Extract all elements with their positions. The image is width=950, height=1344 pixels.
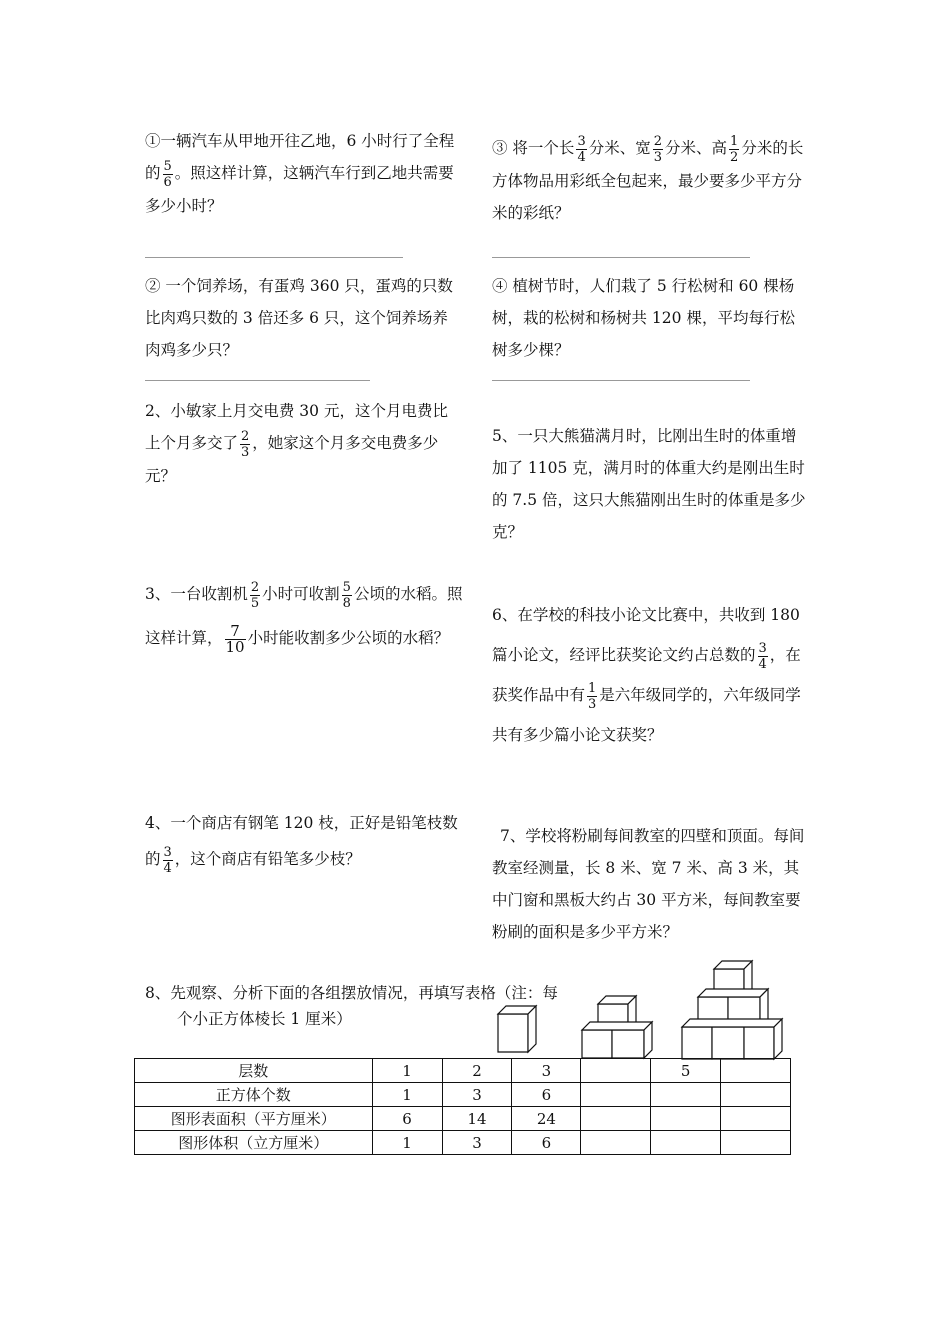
problem-text: 分米的长方体物品用彩纸全包起来，最少要多少平方分米的彩纸？ [492, 139, 804, 222]
problem-text: 小时能收割多少公顷的水稻？ [247, 629, 450, 647]
problem-text: ，这个商店有铅笔多少枝？ [174, 850, 361, 868]
problem-text: 是六年级同学的，六年级同学共有多少篇小论文获奖？ [492, 686, 801, 744]
table-cell[interactable] [651, 1131, 721, 1155]
table-cell[interactable] [721, 1059, 791, 1083]
problem-text: 3、一台收割机 [145, 585, 248, 603]
table-cell: 6 [372, 1107, 442, 1131]
problem-text: 小时可收割 [262, 585, 340, 603]
problem-text: 5、一只大熊猫满月时，比刚出生时的体重增加了 1105 克，满月时的体重大约是刚出生时的 7.5 倍，这只大熊猫刚出生时的体重是多少克？ [492, 427, 806, 541]
cube-data-table [134, 1058, 791, 1155]
table-cell[interactable] [721, 1107, 791, 1131]
problem-text: 个小正方体棱长 1 厘米） [177, 1010, 352, 1028]
table-cell: 14 [442, 1107, 512, 1131]
answer-line [492, 380, 750, 381]
table-cell: 3 [512, 1059, 581, 1083]
problem-text: 2、小敏家上月交电费 30 元，这个月电费比上个月多交了 [145, 402, 448, 452]
table-cell[interactable] [721, 1131, 791, 1155]
problem-5 [492, 420, 810, 548]
table-cell[interactable] [581, 1131, 651, 1155]
problem-text: 8、先观察、分析下面的各组摆放情况，再填写表格（注：每 [145, 984, 558, 1002]
cube-stack-3-layers [678, 955, 788, 1061]
table-row [135, 1131, 791, 1155]
table-row [135, 1107, 791, 1131]
table-cell: 5 [651, 1059, 721, 1083]
table-cell: 1 [372, 1131, 442, 1155]
fraction: $\frac{2}{5}$ [250, 579, 260, 611]
problem-text: 7、学校将粉刷每间教室的四壁和顶面。每间教室经测量，长 8 米、宽 7 米、高 3 米，其中门窗和黑板大约占 30 平方米，每间教室要粉刷的面积是多少平方米？ [492, 827, 805, 941]
problem-7 [492, 820, 810, 948]
fraction: $\frac{1}{2}$ [730, 133, 739, 165]
fraction: $\frac{2}{3}$ [653, 133, 663, 165]
fraction: $\frac{3}{4}$ [577, 133, 586, 165]
table-cell: 3 [442, 1131, 512, 1155]
problem-text: 4、一个商店有钢笔 120 枝，正好是铅笔枝数的 [145, 814, 458, 868]
table-cell: 6 [512, 1083, 581, 1107]
problem-text: ③ 将一个长 [492, 139, 575, 157]
problem-4 [145, 805, 463, 877]
problem-text: 6、在学校的科技小论文比赛中，共收到 180 篇小论文，经评比获奖论文约占总数的 [492, 606, 800, 664]
table-cell: 1 [372, 1083, 442, 1107]
problem-6 [492, 595, 810, 755]
fraction: $\frac{3}{4}$ [163, 844, 172, 876]
problem-text: ①一辆汽车从甲地开往乙地，6 小时行了全程的 [145, 132, 455, 182]
row-label: 正方体个数 [135, 1083, 373, 1107]
answer-line [145, 380, 370, 381]
row-label: 图形体积（立方厘米） [135, 1131, 373, 1155]
table-row [135, 1083, 791, 1107]
problem-1-2 [145, 270, 463, 366]
problem-text: ，在获奖作品中有 [492, 646, 801, 704]
table-cell[interactable] [651, 1107, 721, 1131]
problem-text: ④ 植树节时，人们栽了 5 行松树和 60 棵杨树，栽的松树和杨树共 120 棵，平均每行松树多少棵？ [492, 277, 795, 359]
table-cell: 24 [512, 1107, 581, 1131]
problem-text: 分米、宽 [588, 139, 651, 157]
table-cell[interactable] [651, 1083, 721, 1107]
table-cell[interactable] [581, 1083, 651, 1107]
fraction: $\frac{7}{10}$ [225, 621, 245, 656]
table-cell[interactable] [581, 1107, 651, 1131]
table-cell: 1 [372, 1059, 442, 1083]
problem-3 [145, 572, 463, 660]
answer-line [145, 257, 403, 258]
problem-text: 分米、高 [665, 139, 728, 157]
table-cell[interactable] [581, 1059, 651, 1083]
table-cell: 2 [442, 1059, 512, 1083]
table-row [135, 1059, 791, 1083]
problem-1-3 [492, 132, 810, 229]
problem-text: 。照这样计算，这辆汽车行到乙地共需要多少小时？ [145, 164, 454, 215]
fraction: $\frac{2}{3}$ [241, 428, 250, 460]
row-label: 层数 [135, 1059, 373, 1083]
problem-text: ，她家这个月多交电费多少元？ [145, 434, 439, 485]
problem-1-1 [145, 125, 463, 222]
fraction: $\frac{3}{4}$ [758, 640, 767, 672]
fraction: $\frac{1}{3}$ [588, 680, 597, 712]
cube-stack-2-layers [578, 990, 660, 1060]
table-cell: 3 [442, 1083, 512, 1107]
problem-2 [145, 395, 463, 492]
problem-1-4 [492, 270, 810, 366]
fraction: $\frac{5}{6}$ [163, 158, 172, 190]
fraction: $\frac{5}{8}$ [342, 579, 351, 611]
problem-text: ② 一个饲养场，有蛋鸡 360 只，蛋鸡的只数比肉鸡只数的 3 倍还多 6 只，这个饲养场养肉鸡多少只？ [145, 277, 453, 359]
cube-stack-1-layer [494, 1000, 544, 1056]
row-label: 图形表面积（平方厘米） [135, 1107, 373, 1131]
problem-text: 公顷的水稻。照这样计算， [145, 585, 463, 647]
table-cell[interactable] [721, 1083, 791, 1107]
answer-line [492, 257, 750, 258]
table-cell: 6 [512, 1131, 581, 1155]
